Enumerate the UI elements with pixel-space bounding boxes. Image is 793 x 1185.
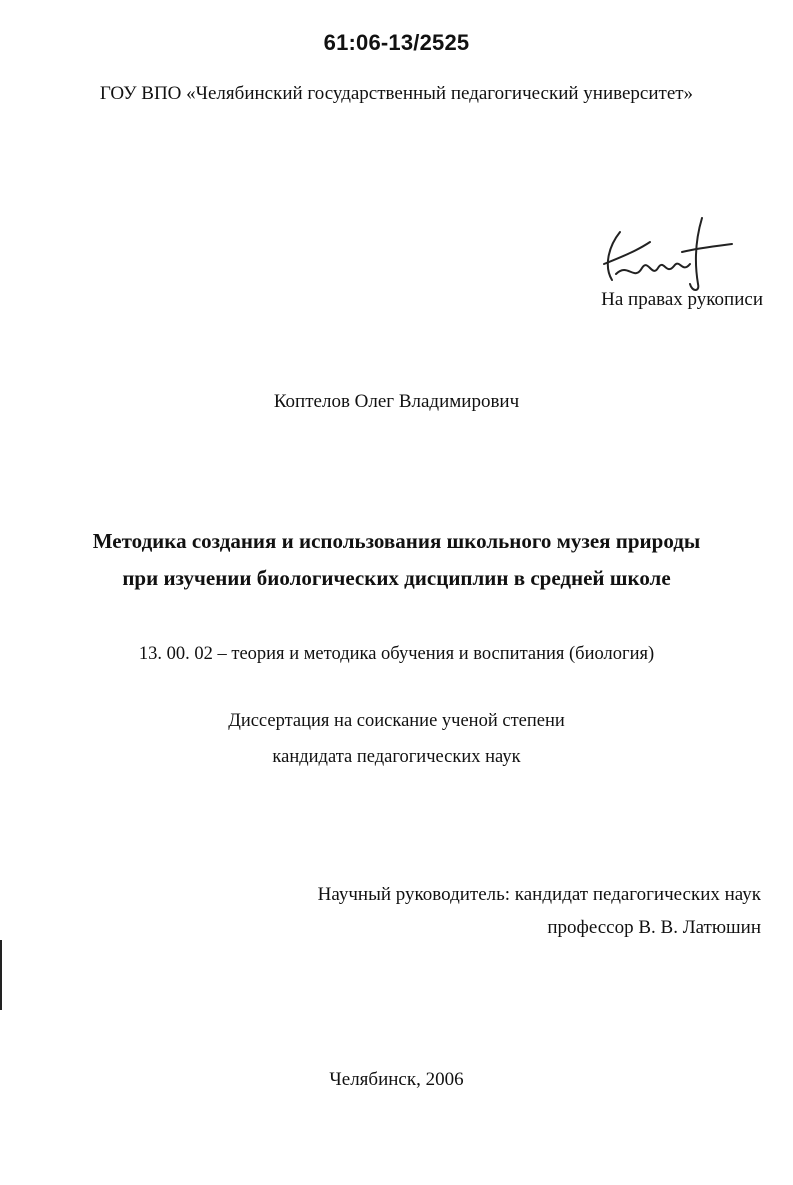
dissertation-title-line-1: Методика создания и использования школьного музея природы [92,529,701,553]
scan-edge-mark [0,940,2,1010]
degree-line-2: кандидата педагогических наук [272,747,521,767]
city-and-year: Челябинск, 2006 [329,1069,464,1090]
registry-number: 61:06-13/2525 [323,30,470,55]
manuscript-note: На правах рукописи [601,289,763,310]
dissertation-title-line-2: при изучении биологических дисциплин в средней школе [122,566,671,590]
supervisor-line-2: профессор В. В. Латюшин [547,917,761,938]
author-name: Коптелов Олег Владимирович [273,391,520,412]
specialty-code: 13. 00. 02 – теория и методика обучения и воспитания (биология) [138,644,655,664]
supervisor-line-1: Научный руководитель: кандидат педагогических наук [317,884,761,905]
degree-line-1: Диссертация на соискание ученой степени [228,711,565,731]
handwritten-signature [598,212,738,294]
institution-name: ГОУ ВПО «Челябинский государственный педагогический университет» [99,83,694,104]
